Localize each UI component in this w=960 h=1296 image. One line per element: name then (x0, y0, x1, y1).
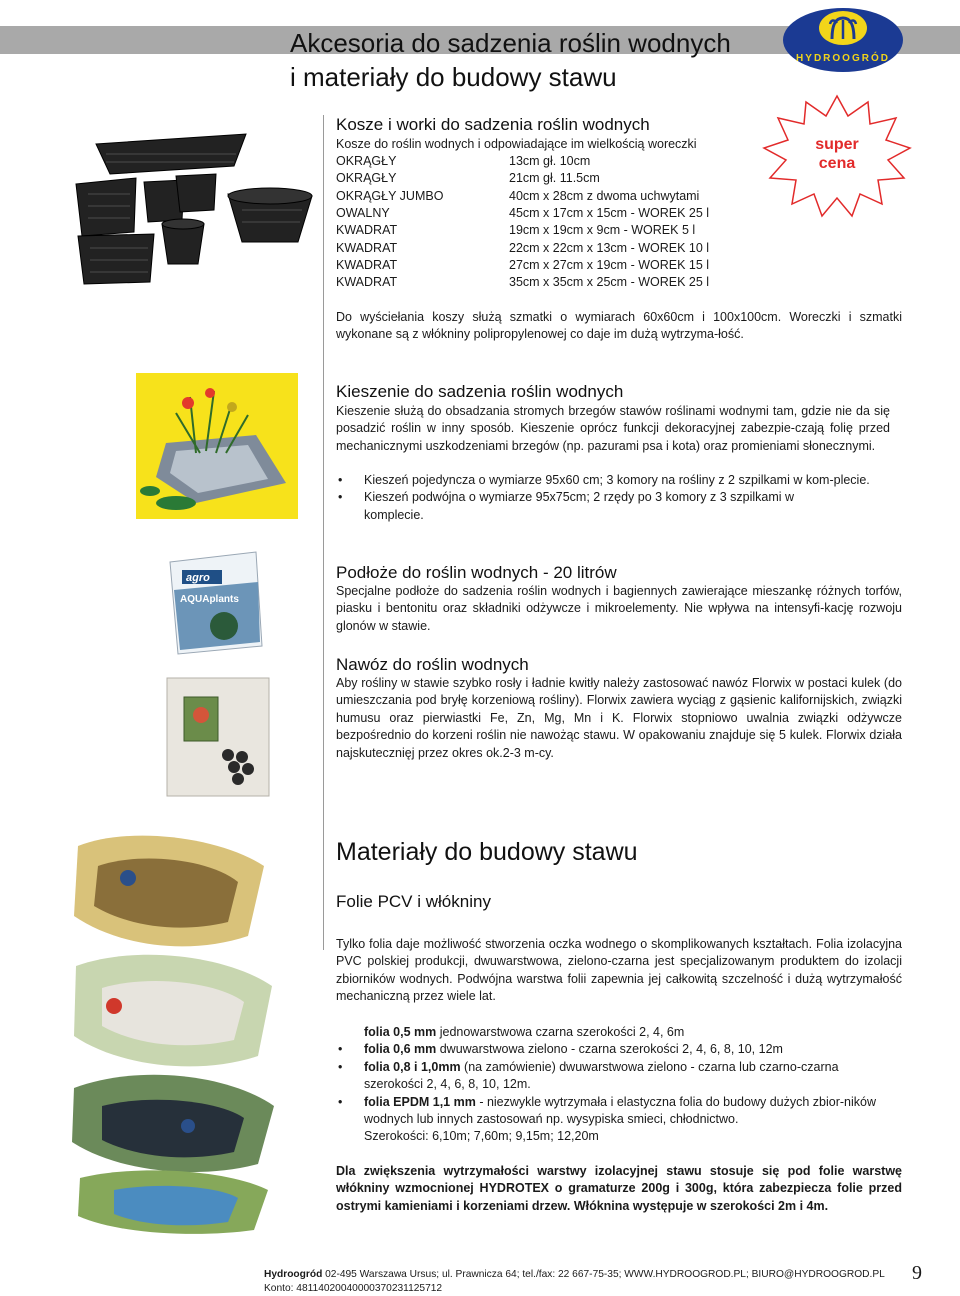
page-number: 9 (912, 1262, 922, 1284)
pocket-bullet: • Kieszeń podwójna o wymiarze 95x75cm; 2 rzędy po 3 komory z 3 szpilkami w komplecie. (336, 489, 840, 524)
page-title (290, 26, 731, 94)
spec-row (336, 257, 710, 274)
baskets-note: Do wyściełania koszy służą szmatki o wymiarach 60x60cm i 100x100cm. Woreczki i szmatki wykonane są z włókniny polipropylenowej co daje im dużą wytrzyma-łość. (336, 310, 902, 342)
super-cena-badge (762, 94, 912, 218)
foil-item-desc: (na zamówienie) dwuwarstwowa zielono - czarna lub czarno-czarna szerokości 2, 4, 6, 8, 10, 12m. (364, 1059, 839, 1092)
pockets-intro: Kieszenie służą do obsadzania stromych brzegów stawów roślinami wodnymi tam, gdzie nie da się posadzić roślin w inny sposób. Kieszenie oprócz funkcji dekoracyjnej zabezpie-czają folię przed mechanicznymi uszkodzeniami brzegów (np. pazurami psa i kota) oraz promieniami słonecznymi. (336, 404, 890, 453)
substrate-heading: Podłoże do roślin wodnych - 20 litrów (336, 563, 617, 582)
spec-size: 27cm x 27cm x 19cm - WOREK 15 l (509, 258, 710, 272)
bag-brand: agro (186, 572, 210, 584)
spec-size: 35cm x 35cm x 25cm - WOREK 25 l (509, 275, 710, 289)
pond-construction-illustration (68, 826, 278, 1236)
baskets-intro: Kosze do roślin wodnych i odpowiadające im wielkością woreczki (336, 137, 697, 151)
spec-name: KWADRAT (336, 275, 398, 289)
spec-size: 13cm gł. 10cm (509, 154, 591, 168)
spec-name: OKRĄGŁY JUMBO (336, 189, 444, 203)
foil-item-desc: dwuwarstwowa zielono - czarna szerokości 2, 4, 6, 8, 10, 12m (436, 1042, 783, 1057)
spec-row (336, 153, 591, 170)
fertilizer-heading: Nawóz do roślin wodnych (336, 655, 529, 674)
title-line-2: i materiały do budowy stawu (290, 62, 617, 92)
spec-row (336, 205, 710, 222)
spec-name: KWADRAT (336, 223, 398, 237)
baskets-photo (66, 114, 316, 294)
footer-company: Hydroogród (264, 1269, 323, 1280)
spec-size: 19cm x 19cm x 9cm - WOREK 5 l (509, 223, 696, 237)
baskets-heading: Kosze i worki do sadzenia roślin wodnych (336, 115, 650, 134)
foil-item-desc: - niezwykle wytrzymała i elastyczna folia do budowy dużych zbior-ników wodnych lub innych zastosowań np. wysypiska smieci, chłodnictwo. (364, 1094, 877, 1127)
spec-row (336, 170, 600, 187)
foil-item (336, 1059, 898, 1094)
footer (264, 1268, 885, 1296)
pockets-bullet-list (336, 472, 882, 524)
spec-name: OKRĄGŁY (336, 154, 397, 168)
substrate-body: Specjalne podłoże do sadzenia roślin wodnych i bagiennych zawierające mieszankę różnych torfów, piasku i bentonitu oraz składniki odżywcze i mikroelementy. Nie wpływa na intensyfi-kację rozwoju glonów w stawie. (336, 584, 902, 633)
logo-text: HYDROOGRÓD (796, 53, 890, 64)
bag-product: AQUAplants (180, 594, 239, 605)
fertilizer-body: Aby rośliny w stawie szybko rosły i ładnie kwitły należy zastosować nawóz Florwix w postaci kulek (do umieszczania pod bryłę korzeniową rośliny). Florwix zawiera wyciąg z gąsienic kalifornijskich, związki humusu oraz pierwiastki Fe, Zn, Mg, Mn i K. Florwix stopniowo uwalnia związki odżywcze bezpośrednio do korzeni roślin nie nawożąc stawu. W opakowaniu znajduje się 5 kulek. Florwix działa najskutecznięj przez okres ok.2-3 m-cy. (336, 676, 902, 760)
foil-item-name: folia 0,5 mm (364, 1025, 437, 1039)
planting-pocket-illustration (136, 373, 298, 519)
footer-address: 02-495 Warszawa Ursus; ul. Prawnicza 64; tel./fax: 22 667-75-35; WWW.HYDROOGROD.PL; BIURO@HYDROOGROD.PL (322, 1269, 885, 1280)
materials-intro: Tylko folia daje możliwość stworzenia oczka wodnego o skomplikowanych kształtach. Folia izolacyjna PVC polskiej produkcji, dwuwarstwowa, zielono-czarna jest specjalizowanym produktem do izolacji zbiorników wodnych. Podwójna warstwa folii zapewnia jej całkowitą szczelność i dużą wytrzymałość mechaniczną przez wiele lat. (336, 937, 902, 1004)
fertilizer-package-photo (166, 677, 270, 797)
materials-heading: Materiały do budowy stawu (336, 838, 638, 866)
spec-name: OWALNY (336, 206, 390, 220)
hydrotex-note: Dla zwiększenia wytrzymałości warstwy izolacyjnej stawu stosuje się pod folie warstwę włókniny wzmocnionej HYDROTEX o gramaturze 200g i 300g, która zabezpiecza folie przed ostrymi kamieniami i korzeniami drzew. Włóknina występuje w szerokości 2m i 4m. (336, 1164, 902, 1213)
foil-item-name: folia 0,8 i 1,0mm (364, 1059, 461, 1074)
spec-row (336, 240, 710, 257)
foil-item (336, 1041, 898, 1058)
foil-item-name: folia EPDM 1,1 mm (364, 1094, 476, 1109)
badge-line-2: cena (818, 155, 856, 172)
spec-name: KWADRAT (336, 241, 398, 255)
foil-item-name: folia 0,6 mm (364, 1042, 437, 1057)
foil-item-desc: jednowarstwowa czarna szerokości 2, 4, 6m (436, 1025, 685, 1039)
foil-item (336, 1094, 898, 1129)
column-divider (323, 115, 324, 950)
badge-line-1: super (815, 136, 859, 153)
spec-name: OKRĄGŁY (336, 171, 397, 185)
foil-widths: Szerokości: 6,10m; 7,60m; 9,15m; 12,20m (364, 1129, 599, 1144)
spec-size: 21cm gł. 11.5cm (509, 171, 600, 185)
foil-list (336, 1024, 898, 1146)
spec-size: 22cm x 22cm x 13cm - WOREK 10 l (509, 241, 710, 255)
spec-name: KWADRAT (336, 258, 398, 272)
foil-item (336, 1024, 898, 1041)
title-line-1: Akcesoria do sadzenia roślin wodnych (290, 28, 731, 58)
hydroogrod-logo (782, 6, 904, 74)
footer-account: Konto: 48114020040000370231125712 (264, 1283, 443, 1294)
pocket-bullet: • Kieszeń pojedyncza o wymiarze 95x60 cm; 3 komory na rośliny z 2 szpilkami w kom-plecie. (336, 472, 882, 489)
substrate-bag-photo (164, 550, 266, 656)
spec-row (336, 188, 700, 205)
materials-subheading: Folie PCV i włókniny (336, 892, 491, 911)
footer-address-line (264, 1268, 885, 1282)
spec-size: 40cm x 28cm z dwoma uchwytami (509, 189, 700, 203)
spec-row (336, 222, 696, 239)
pockets-heading: Kieszenie do sadzenia roślin wodnych (336, 382, 624, 401)
spec-row (336, 274, 710, 291)
spec-size: 45cm x 17cm x 15cm - WOREK 25 l (509, 206, 710, 220)
